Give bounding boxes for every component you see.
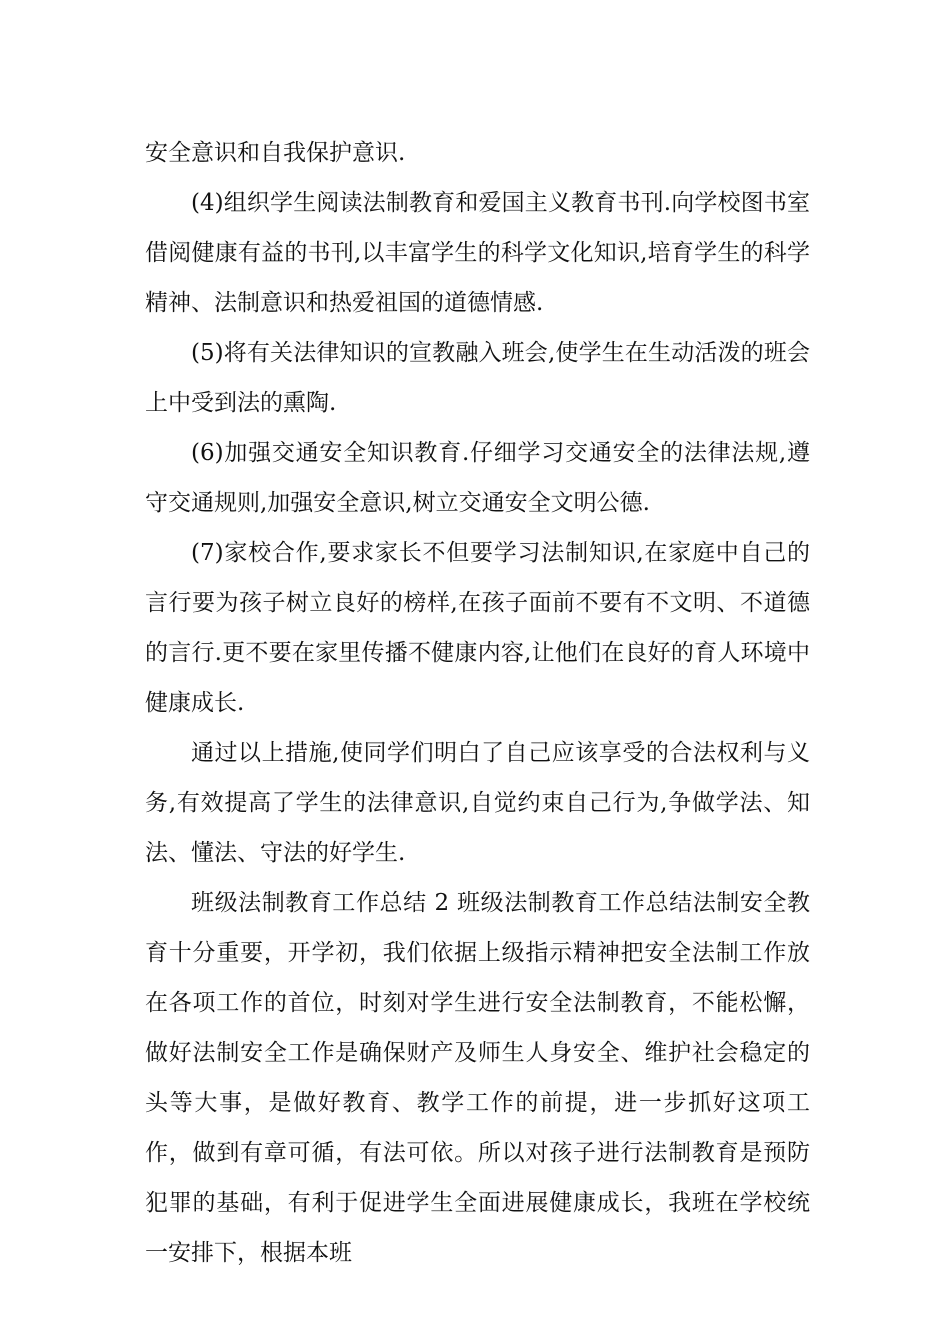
paragraph-item-5: (5)将有关法律知识的宣教融入班会,使学生在生动活泼的班会上中受到法的熏陶. bbox=[145, 340, 810, 416]
paragraph-continuation: 安全意识和自我保护意识. bbox=[145, 140, 406, 166]
paragraph-item-6: (6)加强交通安全知识教育.仔细学习交通安全的法律法规,遵守交通规则,加强安全意识,树立交通安全文明公德. bbox=[145, 440, 810, 516]
paragraph-summary: 通过以上措施,使同学们明白了自己应该享受的合法权利与义务,有效提高了学生的法律意识,自觉约束自己行为,争做学法、知法、懂法、守法的好学生. bbox=[145, 740, 810, 866]
paragraph-item-4: (4)组织学生阅读法制教育和爱国主义教育书刊.向学校图书室借阅健康有益的书刊,以丰富学生的科学文化知识,培育学生的科学精神、法制意识和热爱祖国的道德情感. bbox=[145, 190, 810, 316]
paragraph-item-7: (7)家校合作,要求家长不但要学习法制知识,在家庭中自己的言行要为孩子树立良好的榜样,在孩子面前不要有不文明、不道德的言行.更不要在家里传播不健康内容,让他们在良好的育人环境中健康成长. bbox=[145, 540, 810, 716]
paragraph-section-2: 班级法制教育工作总结 2 班级法制教育工作总结法制安全教育十分重要，开学初，我们依据上级指示精神把安全法制工作放在各项工作的首位，时刻对学生进行安全法制教育，不能松懈，做好法制安全工作是确保财产及师生人身安全、维护社会稳定的头等大事，是做好教育、教学工作的前提，进一步抓好这项工作，做到有章可循，有法可依。所以对孩子进行法制教育是预防犯罪的基础，有利于促进学生全面进展健康成长，我班在学校统一安排下，根据本班 bbox=[145, 890, 810, 1266]
document-body bbox=[145, 128, 810, 1278]
